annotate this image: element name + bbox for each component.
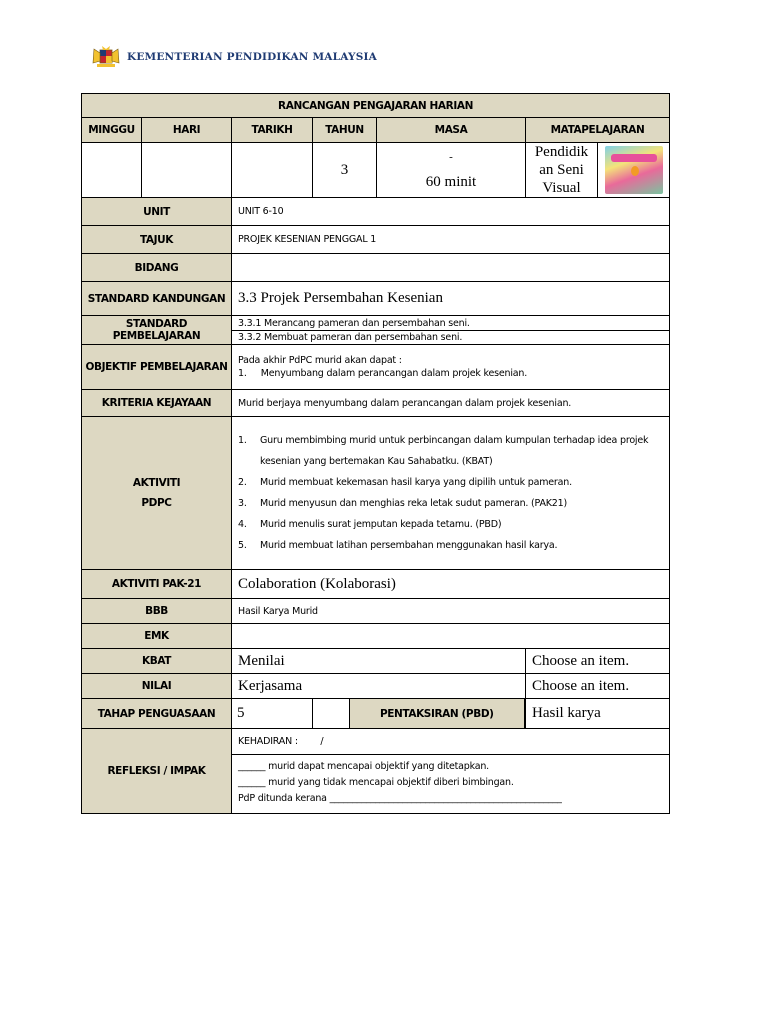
refleksi-line-1: ______ murid dapat mencapai objektif yang ditetapkan. — [238, 761, 489, 772]
label-objektif: OBJEKTIF PEMBELAJARAN — [82, 345, 232, 390]
label-pak21: AKTIVITI PAK-21 — [82, 570, 232, 599]
malaysia-crest-icon — [91, 45, 121, 69]
pak21-value[interactable]: Colaboration (Kolaborasi) — [232, 570, 670, 599]
standard-pembelajaran-cell — [232, 316, 670, 345]
bbb-value[interactable]: Hasil Karya Murid — [232, 599, 670, 624]
label-emk: EMK — [82, 624, 232, 649]
aktiviti-item: kesenian yang bertemakan Kau Sahabatku. (KBAT) — [260, 456, 493, 467]
ministry-header — [91, 44, 377, 70]
kbat-value[interactable]: Menilai — [232, 649, 526, 674]
tajuk-value[interactable]: PROJEK KESENIAN PENGGAL 1 — [232, 226, 670, 254]
label-pentaksiran: PENTAKSIRAN (PBD) — [349, 699, 525, 728]
subject-name: Pendidik an Seni Visual — [526, 143, 598, 198]
label-tajuk: TAJUK — [82, 226, 232, 254]
tahap-value[interactable]: 5 — [232, 699, 313, 729]
label-aktiviti — [82, 417, 232, 570]
col-tarikh: TARIKH — [232, 118, 313, 143]
label-kbat: KBAT — [82, 649, 232, 674]
textbook-cover — [598, 143, 670, 198]
pdpc-label: PDPC — [141, 497, 172, 509]
kbat-choice-dropdown[interactable]: Choose an item. — [526, 649, 670, 674]
plan-title: RANCANGAN PENGAJARAN HARIAN — [82, 94, 670, 118]
col-hari: HARI — [142, 118, 232, 143]
tahun-value[interactable]: 3 — [313, 143, 377, 198]
aktiviti-list — [232, 422, 669, 564]
ministry-name: KEMENTERIAN PENDIDIKAN MALAYSIA — [127, 51, 377, 63]
label-tahap: TAHAP PENGUASAAN — [82, 699, 232, 729]
col-tahun: TAHUN — [313, 118, 377, 143]
label-bbb: BBB — [82, 599, 232, 624]
sp-item-1[interactable]: 3.3.1 Merancang pameran dan persembahan seni. — [232, 317, 669, 331]
col-minggu: MINGGU — [82, 118, 142, 143]
kriteria-value[interactable]: Murid berjaya menyumbang dalam perancangan dalam projek kesenian. — [232, 390, 670, 417]
refleksi-line-3: PdP ditunda kerana ___________________________________________________ — [238, 793, 562, 804]
pentaksiran-value[interactable]: Hasil karya — [526, 699, 670, 729]
bidang-value[interactable] — [232, 254, 670, 282]
emk-value[interactable] — [232, 624, 670, 649]
kehadiran-field[interactable]: KEHADIRAN : / — [232, 729, 669, 755]
aktiviti-item: 5. Murid membuat latihan persembahan menggunakan hasil karya. — [238, 540, 558, 551]
label-unit: UNIT — [82, 198, 232, 226]
objektif-item-1: 1. Menyumbang dalam perancangan dalam projek kesenian. — [238, 368, 528, 379]
col-matapelajaran: MATAPELAJARAN — [526, 118, 670, 143]
objektif-cell[interactable] — [232, 345, 670, 390]
refleksi-lines[interactable] — [232, 755, 669, 808]
hari-value[interactable] — [142, 143, 232, 198]
tarikh-value[interactable] — [232, 143, 313, 198]
nilai-value[interactable]: Kerjasama — [232, 674, 526, 699]
textbook-cover-image — [605, 146, 663, 194]
sp-item-2[interactable]: 3.3.2 Membuat pameran dan persembahan seni. — [238, 331, 463, 343]
minggu-value[interactable] — [82, 143, 142, 198]
aktiviti-item: 2. Murid membuat kekemasan hasil karya yang dipilih untuk pameran. — [238, 477, 572, 488]
label-standard-pembelajaran: STANDARD PEMBELAJARAN — [82, 316, 232, 345]
refleksi-line-2: ______ murid yang tidak mencapai objektif diberi bimbingan. — [238, 777, 514, 788]
col-masa: MASA — [377, 118, 526, 143]
aktiviti-cell[interactable] — [232, 417, 670, 570]
aktiviti-item: 3. Murid menyusun dan menghias reka letak sudut pameran. (PAK21) — [238, 498, 568, 509]
label-standard-kandungan: STANDARD KANDUNGAN — [82, 282, 232, 316]
masa-cell — [377, 143, 526, 198]
masa-duration[interactable]: 60 minit — [425, 173, 477, 190]
aktiviti-item: 1. Guru membimbing murid untuk perbincangan dalam kumpulan terhadap idea projek — [238, 435, 649, 446]
label-refleksi: REFLEKSI / IMPAK — [82, 729, 232, 814]
label-bidang: BIDANG — [82, 254, 232, 282]
label-kriteria: KRITERIA KEJAYAAN — [82, 390, 232, 417]
pentaksiran-group — [313, 699, 526, 729]
masa-top-value[interactable]: - — [449, 151, 453, 163]
lesson-plan-table — [81, 93, 670, 814]
unit-value[interactable]: UNIT 6-10 — [232, 198, 670, 226]
aktiviti-label: AKTIVITI — [132, 477, 181, 489]
nilai-choice-dropdown[interactable]: Choose an item. — [526, 674, 670, 699]
label-nilai: NILAI — [82, 674, 232, 699]
aktiviti-item: 4. Murid menulis surat jemputan kepada tetamu. (PBD) — [238, 519, 502, 530]
standard-kandungan-value[interactable]: 3.3 Projek Persembahan Kesenian — [232, 282, 670, 316]
refleksi-cell — [232, 729, 670, 814]
objektif-intro: Pada akhir PdPC murid akan dapat : — [238, 355, 402, 366]
